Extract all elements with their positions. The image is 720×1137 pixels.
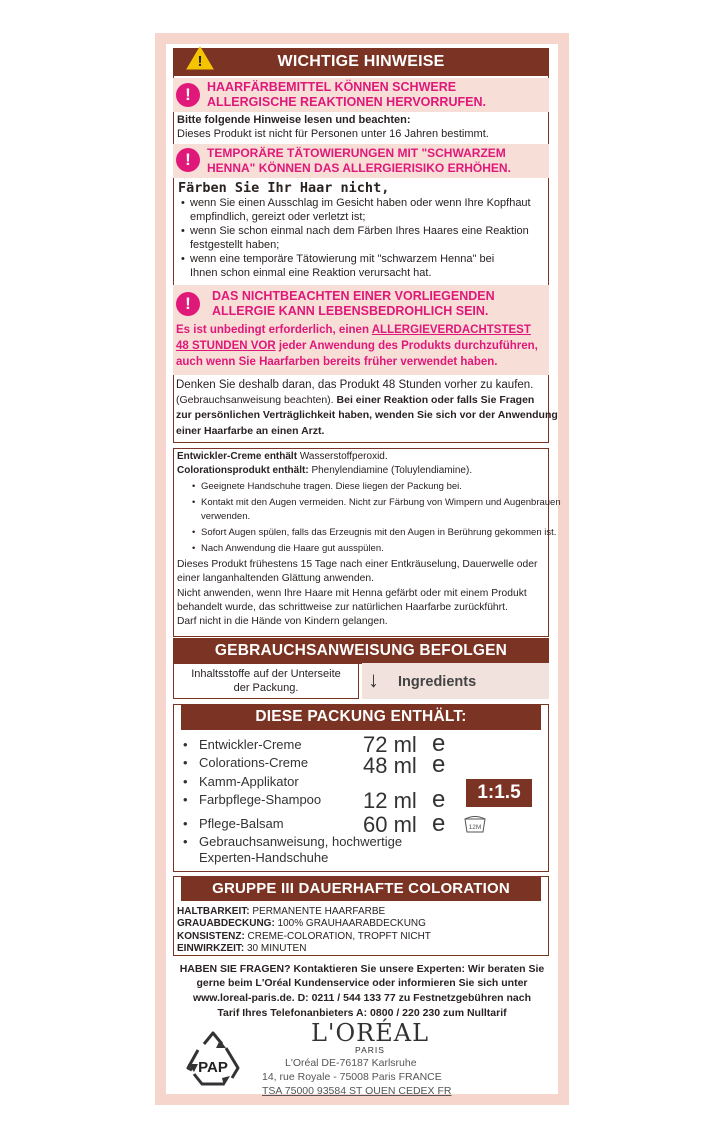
coloration-row — [177, 943, 306, 956]
alert2-line1: TEMPORÄRE TÄTOWIERUNGEN MIT "SCHWARZEM — [207, 146, 506, 160]
row-value: 100% GRAUHAARABDECKUNG — [274, 918, 426, 929]
package-item: • Kamm-Applikator — [199, 774, 299, 790]
package-item: • Gebrauchsanweisung, hochwertige — [199, 834, 402, 850]
svg-text:!: ! — [197, 53, 203, 70]
contact-line3: www.loreal-paris.de. D: 0211 / 544 133 77 zu Festnetzgebühren nach — [192, 992, 532, 1004]
address-line2: 14, rue Royale - 75008 Paris FRANCE — [262, 1071, 442, 1083]
safety-bullet3: • Sofort Augen spülen, falls das Erzeugnis mit den Augen in Berührung gekommen ist. — [201, 527, 556, 540]
row-value: CREME-COLORATION, TROPFT NICHT — [244, 931, 431, 942]
row-value: 30 MINUTEN — [244, 943, 307, 954]
alert1-line1: HAARFÄRBEMITTEL KÖNNEN SCHWERE — [207, 80, 457, 94]
row-label: GRAUABDECKUNG: — [177, 918, 275, 929]
package-item-continued: Experten-Handschuhe — [199, 850, 329, 865]
remember-text: (Gebrauchsanweisung beachten). — [176, 394, 337, 406]
bullet2-line2: festgestellt haben; — [190, 239, 280, 251]
developer-value: Wasserstoffperoxid. — [297, 451, 388, 462]
amount-developer: 72 ml — [363, 732, 417, 757]
package-item: • Farbpflege-Shampoo — [199, 792, 321, 808]
safety-bullet4: • Nach Anwendung die Haare gut ausspülen. — [201, 543, 384, 556]
package-item: • Entwickler-Creme — [199, 737, 302, 753]
coloration-row — [177, 931, 431, 944]
coloration-row — [177, 918, 426, 931]
mix-ratio-badge — [466, 779, 532, 807]
developer-info — [177, 451, 388, 464]
address-line1: L'Oréal DE-76187 Karlsruhe — [285, 1057, 417, 1069]
warning-header-text: WICHTIGE HINWEISE — [277, 53, 445, 70]
row-value: PERMANENTE HAARFARBE — [249, 906, 386, 917]
remember-bold: Bei einer Reaktion oder falls Sie Fragen — [336, 394, 535, 406]
amount-colorant: 48 ml — [363, 753, 417, 778]
row-label: EINWIRKZEIT: — [177, 943, 245, 954]
exclamation-icon: ! — [176, 148, 200, 172]
coloration-header — [181, 876, 541, 901]
warning-header — [173, 48, 549, 76]
package-header — [181, 704, 541, 730]
package-item: • Pflege-Balsam — [199, 816, 284, 832]
mix-ratio-text: 1:1.5 — [477, 782, 521, 803]
package-item: • Colorations-Creme — [199, 755, 308, 771]
allergy-test-48h: 48 STUNDEN VOR — [176, 340, 276, 352]
bullet2-line1: • wenn Sie schon einmal nach dem Färben Ihres Haares eine Reaktion — [190, 225, 529, 239]
package-header-text: DIESE PACKUNG ENTHÄLT: — [255, 708, 467, 725]
coloration-header-text: GRUPPE III DAUERHAFTE COLORATION — [212, 879, 510, 897]
estimated-sign-icon: e — [432, 810, 446, 837]
amount-balm: 60 ml — [363, 812, 417, 837]
info-tail-line3: Nicht anwenden, wenn Ihre Haare mit Henna gefärbt oder mit einem Produkt — [177, 588, 527, 599]
svg-text:12M: 12M — [468, 824, 482, 831]
exclamation-icon: ! — [176, 292, 200, 316]
alert2-line2: HENNA" KÖNNEN DAS ALLERGIERISIKO ERHÖHEN. — [207, 161, 511, 175]
svg-text:PAP: PAP — [198, 1059, 228, 1076]
info-tail-line2: einer langanhaltenden Glättung anwenden. — [177, 573, 374, 584]
allergy-test-line1 — [176, 323, 531, 338]
colorant-label: Colorationsprodukt enthält: — [177, 465, 309, 476]
brand-logo: L'ORÉAL — [310, 1019, 430, 1047]
contact-line4: Tarif Ihres Telefonanbieters A: 0800 / 220 230 zum Nulltarif — [217, 1007, 507, 1019]
estimated-sign-icon: e — [432, 786, 446, 813]
bullet1-line2: empfindlich, gereizt oder verletzt ist; — [190, 211, 366, 223]
contact-line1: HABEN SIE FRAGEN? Kontaktieren Sie unsere Experten: Wir beraten Sie — [179, 963, 545, 975]
bullet3-line2: Ihnen schon einmal eine Reaktion verursacht hat. — [190, 267, 432, 279]
allergy-test-emphasis: ALLERGIEVERDACHTSTEST — [371, 324, 531, 336]
alert1-line2: ALLERGISCHE REAKTIONEN HERVORRUFEN. — [207, 95, 486, 109]
alert3-line2: ALLERGIE KANN LEBENSBEDROHLICH SEIN. — [212, 304, 489, 318]
contact-line2: gerne beim L'Oréal Kundenservice oder informieren Sie sich unter — [196, 977, 528, 989]
exclamation-icon: ! — [176, 83, 200, 107]
info-tail-line4: behandelt wurde, das schrittweise zur natürlichen Haarfarbe zurückführt. — [177, 602, 508, 613]
period-after-opening-icon — [462, 813, 488, 833]
remember-line3: zur persönlichen Verträglichkeit haben, wenden Sie sich vor der Anwendung — [176, 409, 558, 421]
row-label: KONSISTENZ: — [177, 931, 245, 942]
ingredients-note-line2: der Packung. — [233, 682, 299, 694]
estimated-sign-icon: e — [432, 730, 446, 757]
recycle-icon — [180, 1030, 246, 1092]
do-not-dye-heading: Färben Sie Ihr Haar nicht, — [178, 180, 390, 196]
intro-line1: Bitte folgende Hinweise lesen und beachten: — [177, 114, 411, 126]
warning-triangle-icon — [186, 46, 214, 70]
ingredients-label: Ingredients — [398, 674, 477, 690]
info-tail-line5: Darf nicht in die Hände von Kindern gelangen. — [177, 616, 388, 627]
ingredients-note-line1: Inhaltsstoffe auf der Unterseite — [191, 668, 341, 680]
allergy-test-text: Es ist unbedingt erforderlich, einen — [176, 324, 372, 336]
intro-line2: Dieses Produkt ist nicht für Personen unter 16 Jahren bestimmt. — [177, 128, 489, 140]
developer-label: Entwickler-Creme enthält — [177, 451, 298, 462]
estimated-sign-icon: e — [432, 751, 446, 778]
remember-line1: Denken Sie deshalb daran, das Produkt 48 Stunden vorher zu kaufen. — [176, 379, 534, 391]
remember-line4: einer Haarfarbe an einen Arzt. — [176, 425, 325, 437]
remember-line2 — [176, 393, 534, 408]
allergy-test-text: jeder Anwendung des Produkts durchzuführen, — [275, 340, 538, 352]
info-tail-line1: Dieses Produkt frühestens 15 Tage nach einer Entkräuselung, Dauerwelle oder — [177, 559, 538, 570]
address-line3: TSA 75000 93584 ST OUEN CEDEX FR — [262, 1085, 452, 1097]
row-label: HALTBARKEIT: — [177, 906, 250, 917]
instructions-header-text: GEBRAUCHSANWEISUNG BEFOLGEN — [214, 642, 508, 659]
safety-bullet2-line1: • Kontakt mit den Augen vermeiden. Nicht zur Färbung von Wimpern und Augenbrauen — [201, 497, 561, 510]
safety-bullet2-line2: verwenden. — [201, 511, 251, 522]
allergy-test-line2 — [176, 339, 538, 354]
instructions-header — [173, 638, 549, 664]
brand-sub: PARIS — [355, 1045, 385, 1055]
colorant-value: Phenylendiamine (Toluylendiamine). — [308, 465, 473, 476]
coloration-row — [177, 906, 385, 919]
bullet1-line1: • wenn Sie einen Ausschlag im Gesicht haben oder wenn Ihre Kopfhaut — [190, 197, 531, 211]
safety-bullet1: • Geeignete Handschuhe tragen. Diese liegen der Packung bei. — [201, 481, 462, 494]
arrow-down-icon: ↓ — [368, 667, 379, 692]
amount-shampoo: 12 ml — [363, 788, 417, 813]
bullet3-line1: • wenn eine temporäre Tätowierung mit "schwarzem Henna" bei — [190, 253, 494, 267]
allergy-test-line3: auch wenn Sie Haarfarben bereits früher verwendet haben. — [176, 356, 498, 368]
colorant-info — [177, 465, 472, 478]
alert3-line1: DAS NICHTBEACHTEN EINER VORLIEGENDEN — [212, 289, 495, 303]
